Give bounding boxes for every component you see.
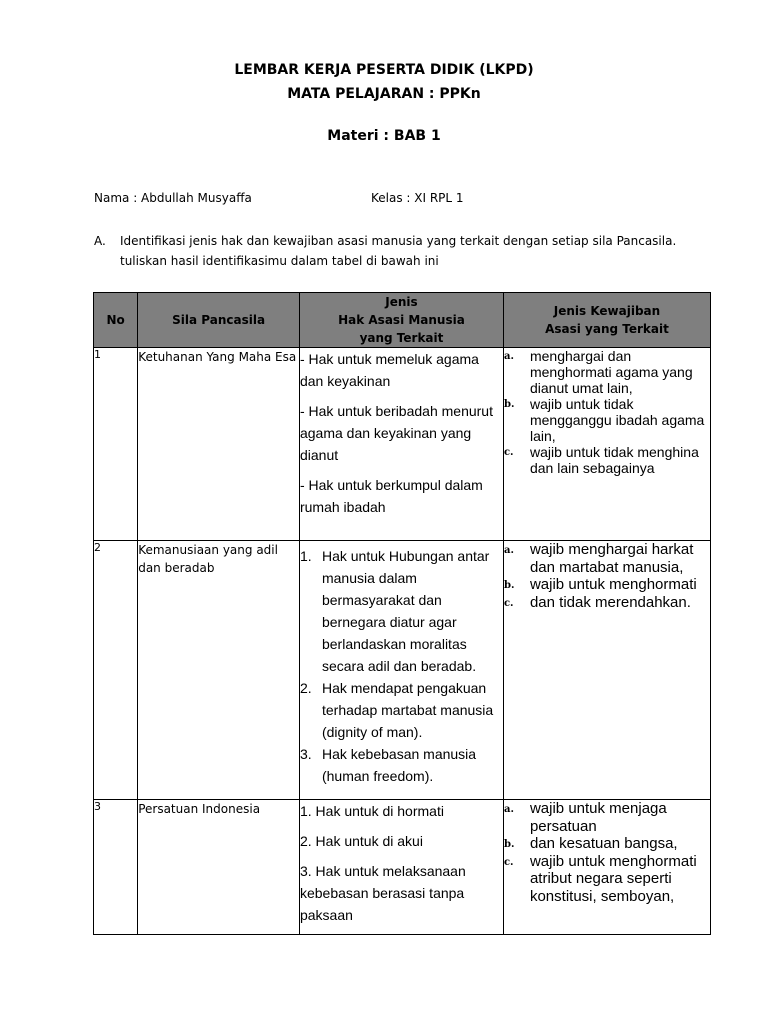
kewajiban-item: a. wajib untuk menjaga persatuan: [503, 800, 667, 835]
kewajiban-item: a. wajib menghargai harkat dan martabat manusia,: [503, 541, 694, 576]
instruction-line-2: tuliskan hasil identifikasimu dalam tabel di bawah ini: [120, 254, 439, 268]
instruction-marker: A.: [94, 234, 106, 248]
worksheet-title: LEMBAR KERJA PESERTA DIDIK (LKPD): [234, 62, 534, 78]
row-hak: [299, 541, 503, 800]
hak-item: 2. Hak untuk di akui: [299, 833, 423, 849]
row-sila: Kemanusiaan yang adil dan beradab: [138, 541, 300, 800]
materi-title: Materi : BAB 1: [327, 128, 441, 144]
subject-title: MATA PELAJARAN : PPKn: [287, 86, 481, 102]
kewajiban-item: b. wajib untuk tidak mengganggu ibadah agama lain,: [503, 396, 705, 444]
row-kewajiban: [503, 348, 710, 541]
table-row: [94, 541, 711, 800]
row-number: 3: [94, 800, 138, 935]
hak-item: 3. Hak untuk melaksanaan kebebasan berasasi tanpa paksaan: [299, 863, 466, 923]
header-hak: [299, 293, 503, 348]
student-name: Nama : Abdullah Musyaffa: [94, 191, 252, 205]
kewajiban-item: c. wajib untuk menghormati atribut negara seperti konstitusi, semboyan,: [503, 852, 697, 905]
header-kewajiban: [503, 293, 710, 348]
row-hak: [299, 348, 503, 541]
hak-item: - Hak untuk berkumpul dalam rumah ibadah: [299, 477, 483, 515]
hak-item: - Hak untuk memeluk agama dan keyakinan: [299, 351, 479, 389]
hak-item: - Hak untuk beribadah menurut agama dan keyakinan yang dianut: [299, 403, 493, 463]
table-row: [94, 800, 711, 935]
row-hak: [299, 800, 503, 935]
row-kewajiban: [503, 541, 710, 800]
table-row: [94, 348, 711, 541]
row-number: 1: [94, 348, 138, 541]
kewajiban-item: b. dan kesatuan bangsa,: [503, 835, 678, 852]
header-hak-line: Hak Asasi Manusia: [338, 313, 465, 327]
row-sila: Persatuan Indonesia: [138, 800, 300, 935]
row-number: 2: [94, 541, 138, 800]
kewajiban-item: c. wajib untuk tidak menghina dan lain sebagainya: [503, 444, 699, 476]
hak-item: 2. Hak mendapat pengakuan terhadap martabat manusia (dignity of man).: [299, 680, 494, 740]
header-kew-line: Asasi yang Terkait: [545, 322, 669, 336]
kewajiban-item: a. menghargai dan menghormati agama yang dianut umat lain,: [503, 348, 693, 396]
kewajiban-item: b. wajib untuk menghormati: [503, 576, 697, 593]
header-no: No: [94, 293, 138, 348]
hak-item: 1. Hak untuk di hormati: [299, 803, 444, 819]
row-kewajiban: [503, 800, 710, 935]
header-sila: Sila Pancasila: [138, 293, 300, 348]
table-header-row: [94, 293, 711, 348]
header-hak-line: yang Terkait: [359, 331, 444, 345]
instruction-line-1: Identifikasi jenis hak dan kewajiban asasi manusia yang terkait dengan setiap sila Pancasila.: [120, 234, 677, 248]
student-class: Kelas : XI RPL 1: [371, 191, 464, 205]
hak-item: 3. Hak kebebasan manusia (human freedom).: [299, 746, 477, 784]
hak-item: 1. Hak untuk Hubungan antar manusia dalam bermasyarakat dan bernegara diatur agar berlandaskan moralitas secara adil dan beradab.: [299, 548, 490, 674]
header-kew-line: Jenis Kewajiban: [553, 304, 661, 318]
rights-obligations-table: [93, 292, 711, 935]
kewajiban-item: c. dan tidak merendahkan.: [503, 593, 691, 611]
row-sila: Ketuhanan Yang Maha Esa: [138, 348, 300, 541]
header-hak-line: Jenis: [385, 295, 418, 309]
